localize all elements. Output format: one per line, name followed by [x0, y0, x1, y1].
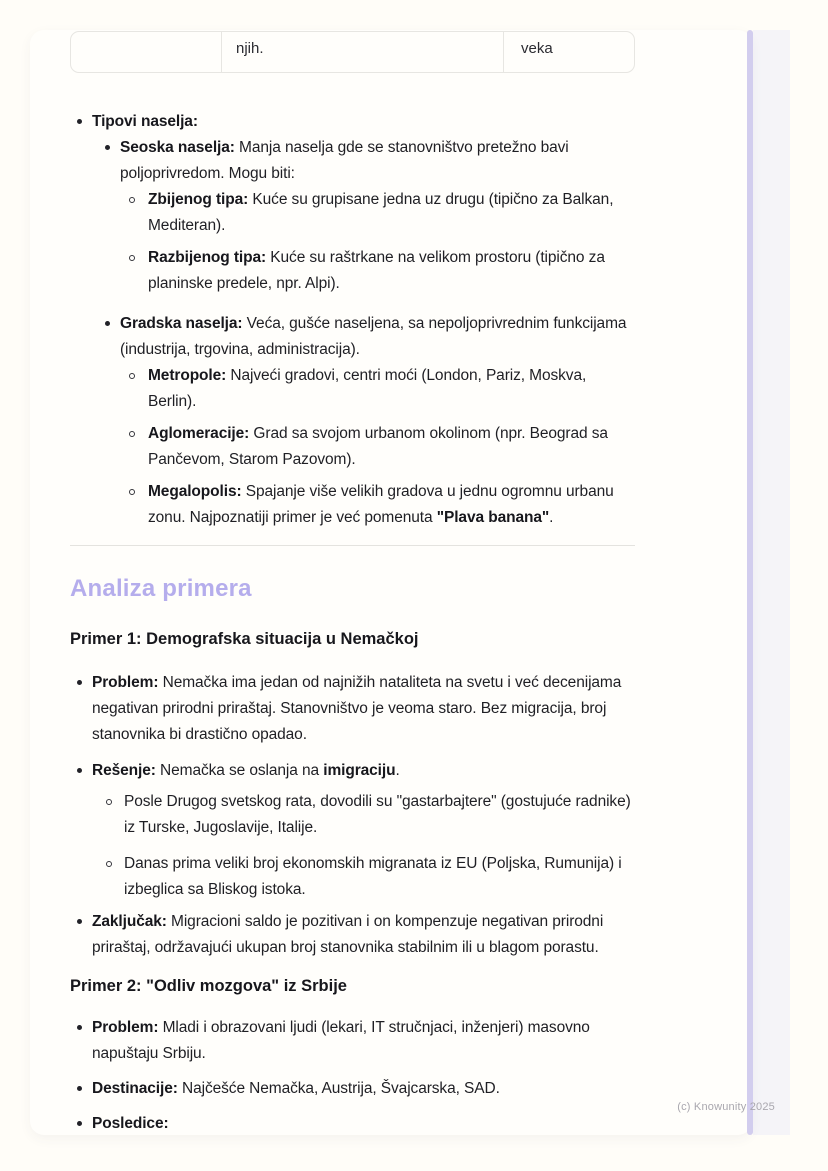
section-heading: Analiza primera — [70, 575, 252, 602]
list-item — [70, 758, 635, 784]
item-lead: Seoska naselja: — [120, 139, 235, 156]
primer1-title: Primer 1: Demografska situacija u Nemačkoj — [70, 630, 419, 648]
list-item — [70, 311, 635, 363]
bullet-icon — [105, 145, 110, 150]
list-item-text — [124, 855, 622, 898]
bullet-icon — [77, 919, 82, 924]
list-item — [70, 789, 635, 841]
item-body: Posle Drugog svetskog rata, dovodili su "gastarbajtere" (gostujuće radnike) iz Turske, Jugoslavije, Italije. — [124, 793, 631, 836]
list-item-text — [92, 1019, 590, 1062]
list-item — [70, 135, 635, 187]
item-lead: Zaključak: — [92, 913, 167, 930]
primer2-title: Primer 2: "Odliv mozgova" iz Srbije — [70, 977, 347, 995]
item-body: Spajanje više velikih gradova u jednu ogromnu urbanu zonu. Najpoznatiji primer je već pomenuta — [148, 483, 614, 526]
item-lead: Gradska naselja: — [120, 315, 243, 332]
list-item — [70, 909, 635, 961]
bullet-icon — [105, 321, 110, 326]
document-page-card — [30, 30, 752, 1135]
copyright-watermark: (c) Knowunity 2025 — [677, 1101, 775, 1113]
item-body: Migracioni saldo je pozitivan i on kompenzuje negativan prirodni priraštaj, održavajući ukupan broj stanovnika stabilnim ili u blagom porastu. — [92, 913, 604, 956]
item-body: Kuće su raštrkane na velikom prostoru (tipično za planinske predele, npr. Alpi). — [148, 249, 605, 292]
list-item — [70, 851, 635, 903]
circle-bullet-icon — [129, 197, 135, 203]
list-item — [70, 479, 635, 531]
bullet-icon — [77, 1121, 82, 1126]
table-cell: veka — [521, 40, 553, 57]
list-item-text — [92, 113, 198, 130]
list-item-text — [92, 913, 603, 956]
item-lead: Aglomeracije: — [148, 425, 250, 442]
table-row-fragment — [70, 31, 635, 73]
list-item — [70, 363, 635, 415]
item-tail: . — [549, 509, 554, 526]
list-item-text — [148, 367, 586, 410]
item-body: Najveći gradovi, centri moći (London, Pariz, Moskva, Berlin). — [148, 367, 587, 410]
item-lead: Metropole: — [148, 367, 227, 384]
primer2-list — [70, 1015, 635, 1137]
item-lead: Posledice: — [92, 1115, 169, 1132]
item-tail: . — [395, 762, 400, 779]
list-item — [70, 670, 635, 748]
circle-bullet-icon — [106, 799, 112, 805]
circle-bullet-icon — [106, 861, 112, 867]
list-item-text — [148, 483, 614, 526]
item-body: Nemačka se oslanja na — [155, 762, 324, 779]
list-item-text — [124, 793, 631, 836]
list-item — [70, 421, 635, 473]
list-item-text — [148, 249, 605, 292]
item-body: Manja naselja gde se stanovništvo pretežno bavi poljoprivredom. Mogu biti: — [120, 139, 569, 182]
circle-bullet-icon — [129, 255, 135, 261]
list-item-text — [92, 1080, 500, 1097]
item-lead: Megalopolis: — [148, 483, 242, 500]
item-lead: Tipovi naselja: — [92, 113, 198, 130]
bullet-icon — [77, 768, 82, 773]
list-item — [70, 1015, 635, 1067]
item-body: Kuće su grupisane jedna uz drugu (tipično za Balkan, Mediteran). — [148, 191, 614, 234]
item-lead: Problem: — [92, 674, 159, 691]
table-cell — [71, 32, 222, 72]
item-lead: Rešenje: — [92, 762, 156, 779]
list-item-text — [92, 1115, 169, 1132]
item-lead: Destinacije: — [92, 1080, 178, 1097]
circle-bullet-icon — [129, 431, 135, 437]
list-item-text — [92, 762, 400, 779]
list-item-text — [148, 191, 613, 234]
item-bold: imigraciju — [323, 762, 396, 779]
list-item — [70, 1076, 635, 1102]
scroll-indicator[interactable] — [747, 30, 753, 1135]
bullet-icon — [77, 680, 82, 685]
page-content — [70, 31, 635, 1137]
item-lead: Zbijenog tipa: — [148, 191, 249, 208]
right-margin-strip — [753, 30, 790, 1135]
table-cell: njih. — [222, 32, 504, 72]
circle-bullet-icon — [129, 489, 135, 495]
list-item — [70, 1111, 635, 1137]
section-divider — [70, 545, 635, 546]
item-body: Mladi i obrazovani ljudi (lekari, IT stručnjaci, inženjeri) masovno napuštaju Srbiju. — [92, 1019, 590, 1062]
item-bold: "Plava banana" — [436, 509, 550, 526]
item-lead: Razbijenog tipa: — [148, 249, 267, 266]
list-item-text — [120, 139, 569, 182]
primer1-list — [70, 670, 635, 961]
list-item — [70, 109, 635, 135]
list-item — [70, 187, 635, 239]
circle-bullet-icon — [129, 373, 135, 379]
list-item-text — [92, 674, 621, 743]
bullet-icon — [77, 119, 82, 124]
item-body: Nemačka ima jedan od najnižih nataliteta na svetu i već decenijama negativan prirodni priraštaj. Stanovništvo je veoma staro. Bez migracija, broj stanovnika bi drastično opadao. — [92, 674, 622, 743]
item-body: Veća, gušće naseljena, sa nepoljoprivrednim funkcijama (industrija, trgovina, administracija). — [120, 315, 627, 358]
item-body: Grad sa svojom urbanom okolinom (npr. Beograd sa Pančevom, Starom Pazovom). — [148, 425, 608, 468]
item-lead: Problem: — [92, 1019, 159, 1036]
bullet-icon — [77, 1086, 82, 1091]
list-item-text — [120, 315, 626, 358]
bullet-icon — [77, 1025, 82, 1030]
item-body: Danas prima veliki broj ekonomskih migranata iz EU (Poljska, Rumunija) i izbeglica sa Bliskog istoka. — [124, 855, 622, 898]
list-item — [70, 245, 635, 297]
list-item-text — [148, 425, 608, 468]
item-body: Najčešće Nemačka, Austrija, Švajcarska, SAD. — [177, 1080, 500, 1097]
